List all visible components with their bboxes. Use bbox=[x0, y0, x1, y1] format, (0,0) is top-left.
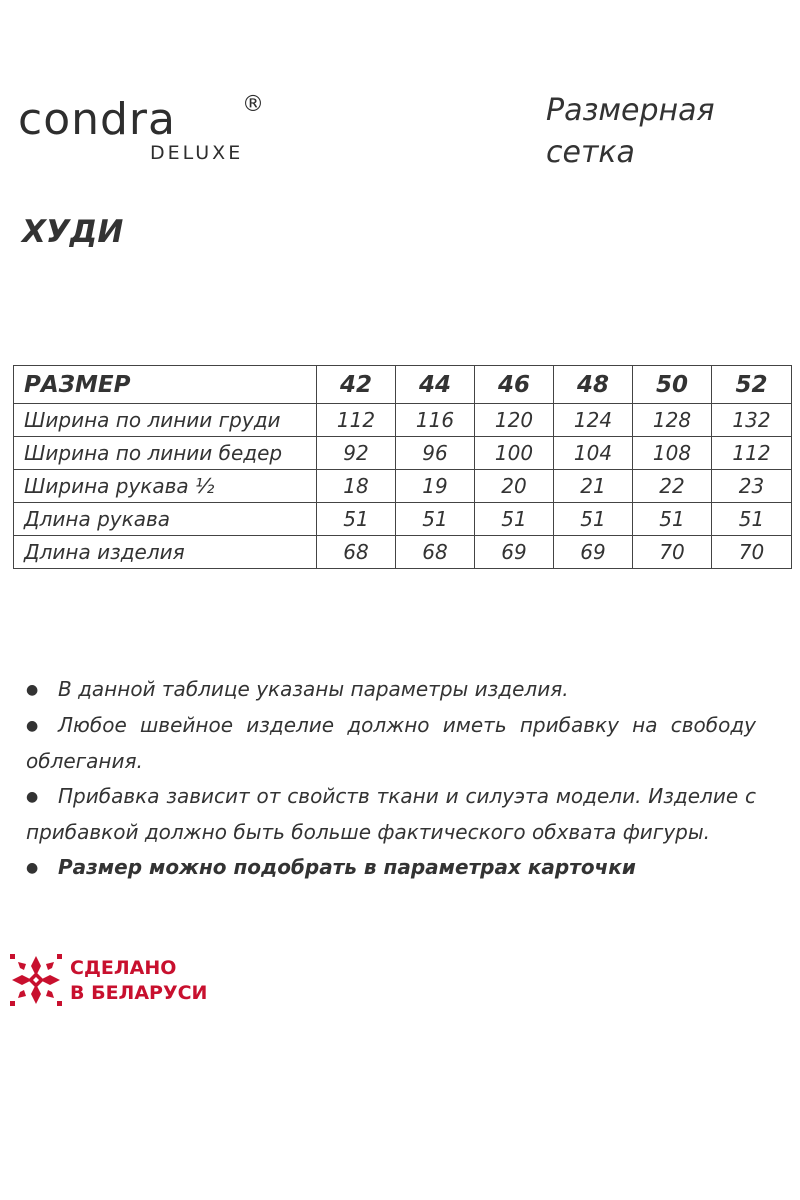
header-size-label: РАЗМЕР bbox=[14, 366, 317, 404]
header-size-cell: 52 bbox=[712, 366, 792, 404]
table-cell: 112 bbox=[712, 437, 792, 470]
table-cell: 108 bbox=[633, 437, 712, 470]
product-name: ХУДИ bbox=[22, 214, 124, 250]
table-row bbox=[14, 437, 792, 470]
table-cell: 70 bbox=[633, 536, 712, 569]
note-item: ● Прибавка зависит от свойств ткани и силуэта модели. Изделие с прибавкой должно быть больше фактического обхвата фигуры. bbox=[26, 779, 756, 850]
notes-list bbox=[26, 672, 756, 886]
row-label: Ширина по линии груди bbox=[14, 404, 317, 437]
table-cell: 20 bbox=[475, 470, 554, 503]
registered-mark: ® bbox=[242, 92, 264, 117]
table-cell: 96 bbox=[396, 437, 475, 470]
note-item: ● Любое швейное изделие должно иметь прибавку на свободу облегания. bbox=[26, 708, 756, 779]
header-size-cell: 42 bbox=[317, 366, 396, 404]
table-cell: 21 bbox=[554, 470, 633, 503]
table-cell: 104 bbox=[554, 437, 633, 470]
note-item: ● Размер можно подобрать в параметрах карточки bbox=[26, 850, 756, 886]
table-cell: 23 bbox=[712, 470, 792, 503]
note-item: ● В данной таблице указаны параметры изделия. bbox=[26, 672, 756, 708]
size-table bbox=[13, 365, 792, 569]
table-row bbox=[14, 404, 792, 437]
table-cell: 51 bbox=[396, 503, 475, 536]
table-cell: 51 bbox=[475, 503, 554, 536]
table-cell: 18 bbox=[317, 470, 396, 503]
table-row bbox=[14, 536, 792, 569]
row-label: Ширина по линии бедер bbox=[14, 437, 317, 470]
table-cell: 68 bbox=[396, 536, 475, 569]
brand-logo bbox=[18, 94, 278, 174]
table-cell: 132 bbox=[712, 404, 792, 437]
made-in-text bbox=[70, 956, 207, 1006]
bullet-dot-icon: ● bbox=[26, 682, 39, 698]
made-in-line2: В БЕЛАРУСИ bbox=[70, 982, 208, 1004]
table-header-row bbox=[14, 366, 792, 404]
brand-name: condra bbox=[18, 94, 176, 145]
bullet-dot-icon: ● bbox=[26, 718, 39, 734]
made-in-line1: СДЕЛАНО bbox=[70, 957, 177, 979]
table-cell: 51 bbox=[554, 503, 633, 536]
table-cell: 69 bbox=[554, 536, 633, 569]
bullet-dot-icon: ● bbox=[26, 860, 39, 876]
row-label: Длина изделия bbox=[14, 536, 317, 569]
header-size-cell: 50 bbox=[633, 366, 712, 404]
header-size-cell: 44 bbox=[396, 366, 475, 404]
table-cell: 51 bbox=[633, 503, 712, 536]
header-size-cell: 48 bbox=[554, 366, 633, 404]
bullet-dot-icon: ● bbox=[26, 789, 39, 805]
table-cell: 22 bbox=[633, 470, 712, 503]
row-label: Длина рукава bbox=[14, 503, 317, 536]
belarus-ornament-icon bbox=[8, 952, 64, 1008]
table-cell: 116 bbox=[396, 404, 475, 437]
table-row bbox=[14, 470, 792, 503]
made-in-belarus-badge bbox=[8, 950, 208, 1010]
header-size-cell: 46 bbox=[475, 366, 554, 404]
table-cell: 120 bbox=[475, 404, 554, 437]
document-title: Размерная сетка bbox=[546, 93, 715, 170]
table-cell: 51 bbox=[712, 503, 792, 536]
table-cell: 128 bbox=[633, 404, 712, 437]
table-cell: 100 bbox=[475, 437, 554, 470]
table-cell: 112 bbox=[317, 404, 396, 437]
row-label: Ширина рукава ½ bbox=[14, 470, 317, 503]
table-cell: 124 bbox=[554, 404, 633, 437]
table-cell: 19 bbox=[396, 470, 475, 503]
table-cell: 51 bbox=[317, 503, 396, 536]
table-row bbox=[14, 503, 792, 536]
table-cell: 92 bbox=[317, 437, 396, 470]
table-cell: 69 bbox=[475, 536, 554, 569]
table-cell: 68 bbox=[317, 536, 396, 569]
table-cell: 70 bbox=[712, 536, 792, 569]
brand-sub: DELUXE bbox=[150, 142, 244, 164]
